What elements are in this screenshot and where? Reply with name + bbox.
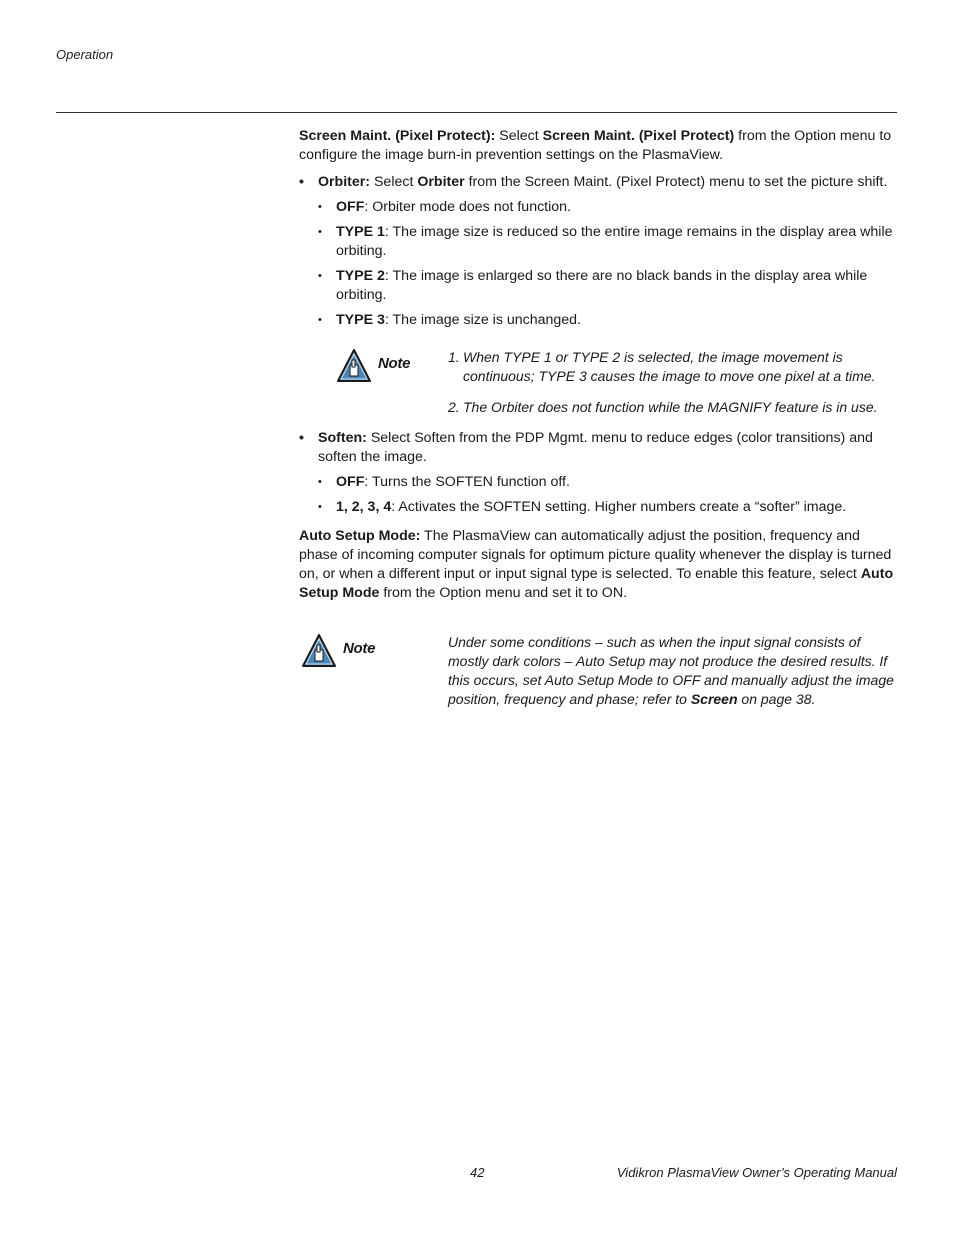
orbiter-text-c: from the Screen Maint. (Pixel Protect) menu to set the picture shift. [464,174,888,190]
option-label: OFF [336,199,365,215]
pixel-protect-text-c: from the Option menu to configure the image burn-in prevention settings on the PlasmaView. [299,128,892,163]
sub-bullet-mark: • [318,501,322,513]
note-item-text: The Orbiter does not function while the MAGNIFY feature is in use. [463,399,878,415]
orbiter-option-type3 [299,311,899,330]
sub-bullet-mark: • [318,476,322,488]
orbiter-option-type2 [299,267,899,305]
soften-option-off [299,473,899,492]
option-desc: : The image is enlarged so there are no black bands in the display area while orbiting. [336,268,868,303]
pixel-protect-paragraph [299,127,899,165]
note-warning-icon [302,633,342,669]
option-desc: : Turns the SOFTEN function off. [364,474,570,490]
note-item-text: When TYPE 1 or TYPE 2 is selected, the image movement is continuous; TYPE 3 causes the image to move one pixel at a time. [463,349,876,384]
orbiter-option-type1 [299,223,899,261]
auto-setup-note [299,633,899,709]
note-item [448,398,899,417]
soften-option-levels [299,498,899,517]
option-desc: : Activates the SOFTEN setting. Higher numbers create a “softer” image. [391,499,847,515]
auto-setup-text-a: The PlasmaView can automatically adjust the position, frequency and phase of incoming computer signals for optimum picture quality whenever the display is turned on, or when a different input or input signal type is selected. To enable this feature, select [299,528,892,582]
page-content [299,127,899,717]
option-label: TYPE 1 [336,224,385,240]
orbiter-text-a: Select [370,174,418,190]
note-body [448,633,899,709]
sub-bullet-mark: • [318,314,322,326]
auto-setup-paragraph [299,527,899,603]
note-callout [337,348,417,384]
header-rule [56,112,897,113]
orbiter-heading: Orbiter: [318,174,371,190]
option-label: TYPE 3 [336,312,385,328]
note-text-a: Under some conditions – such as when the input signal consists of mostly dark colors – Auto Setup may not produce the desired results. If this occurs, set Auto Setup Mode to OFF and manually adjust the image position, frequency and phase; refer to [448,634,894,707]
bullet-mark: • [299,430,304,446]
soften-text: Select Soften from the PDP Mgmt. menu to reduce edges (color transitions) and soften the image. [318,430,873,465]
option-desc: : The image size is unchanged. [384,312,582,328]
option-desc: : The image size is reduced so the entire image remains in the display area while orbiting. [336,224,893,259]
section-header: Operation [56,47,114,62]
option-label: 1, 2, 3, 4 [336,499,392,515]
option-label: TYPE 2 [336,268,385,284]
auto-setup-menu-name: Auto Setup Mode [299,566,894,601]
sub-bullet-mark: • [318,226,322,238]
note-callout [302,633,382,669]
soften-bullet [299,429,899,467]
manual-title: Vidikron PlasmaView Owner’s Operating Manual [616,1165,897,1180]
sub-bullet-mark: • [318,201,322,213]
note-warning-icon [337,348,377,384]
auto-setup-text-c: from the Option menu and set it to ON. [379,585,628,601]
orbiter-menu-name: Orbiter [417,174,465,190]
note-label: Note [343,640,376,657]
pixel-protect-menu-name: Screen Maint. (Pixel Protect) [542,128,735,144]
option-desc: : Orbiter mode does not function. [364,199,571,215]
option-label: OFF [336,474,365,490]
orbiter-bullet [299,173,899,192]
note-item [448,348,899,386]
note-label: Note [378,355,411,372]
note-item-number: 1. [448,349,460,365]
pixel-protect-text-a: Select [495,128,543,144]
soften-heading: Soften: [318,430,367,446]
pixel-protect-heading: Screen Maint. (Pixel Protect): [299,128,496,144]
bullet-mark: • [299,174,304,190]
orbiter-option-off [299,198,899,217]
sub-bullet-mark: • [318,270,322,282]
orbiter-note [299,348,899,417]
note-items [448,348,899,417]
page-number: 42 [470,1165,485,1180]
note-reference-link: Screen [690,691,738,707]
note-text-c: on page 38. [737,691,816,707]
note-item-number: 2. [448,399,460,415]
auto-setup-heading: Auto Setup Mode: [299,528,421,544]
